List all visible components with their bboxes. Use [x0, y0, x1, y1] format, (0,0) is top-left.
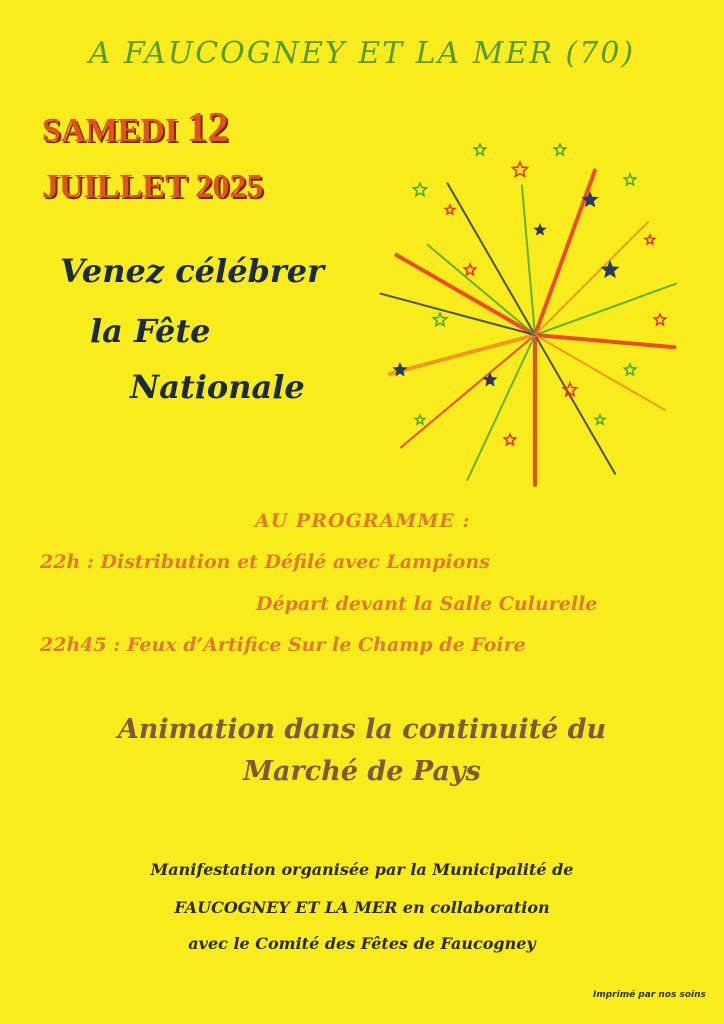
firework-star: [445, 205, 455, 214]
animation-line-2: Marché de Pays: [243, 756, 481, 787]
firework-ray: [535, 335, 675, 347]
program-item-1-continued: Départ devant la Salle Culurelle: [256, 593, 598, 615]
firework-ray: [535, 222, 648, 335]
printed-note: Imprimé par nos soins: [593, 990, 706, 1000]
headline-line-1: Venez célébrer: [60, 252, 324, 290]
organizer-line-1: Manifestation organisée par la Municipalité de: [150, 860, 574, 879]
firework-star: [415, 415, 425, 424]
firework-star: [624, 174, 635, 185]
date-day: 12: [186, 105, 229, 151]
firework-star: [512, 162, 527, 177]
firework-icon: [360, 120, 690, 500]
program-item-1: 22h : Distribution et Défilé avec Lampions: [40, 551, 490, 573]
organizer-line-2: FAUCOGNEY ET LA MER en collaboration: [174, 898, 550, 917]
animation-line-1: Animation dans la continuité du: [117, 714, 607, 745]
firework-ray: [535, 171, 595, 335]
firework-star: [595, 415, 605, 424]
firework-star: [654, 314, 665, 325]
firework-star: [433, 313, 446, 326]
date-month-year: JUILLET 2025: [42, 168, 264, 205]
program-title: AU PROGRAMME :: [255, 510, 471, 532]
program-item-2: 22h45 : Feux d’Artifice Sur le Champ de Foire: [40, 634, 526, 656]
firework-star: [464, 264, 475, 275]
firework-star: [504, 434, 515, 445]
firework-ray: [535, 335, 615, 474]
firework-ray: [448, 183, 536, 335]
firework-star: [645, 235, 655, 244]
firework-ray: [396, 255, 535, 335]
date-weekday-line: [42, 104, 229, 152]
organizer-line-3: avec le Comité des Fêtes de Faucogney: [188, 934, 536, 953]
firework-star: [554, 144, 565, 155]
headline-line-2: la Fête: [90, 312, 211, 350]
header-location: A FAUCOGNEY ET LA MER (70): [88, 36, 636, 71]
firework-stars: [394, 144, 665, 445]
firework-star: [413, 183, 426, 196]
firework-rays: [381, 171, 677, 485]
firework-ray: [522, 186, 535, 335]
date-weekday: SAMEDI: [42, 112, 179, 149]
firework-star: [535, 225, 545, 234]
firework-ray: [535, 284, 676, 335]
firework-star: [563, 383, 576, 396]
firework-ray: [467, 335, 535, 480]
headline-line-3: Nationale: [130, 368, 305, 406]
firework-star: [474, 144, 485, 155]
firework-star: [624, 364, 635, 375]
